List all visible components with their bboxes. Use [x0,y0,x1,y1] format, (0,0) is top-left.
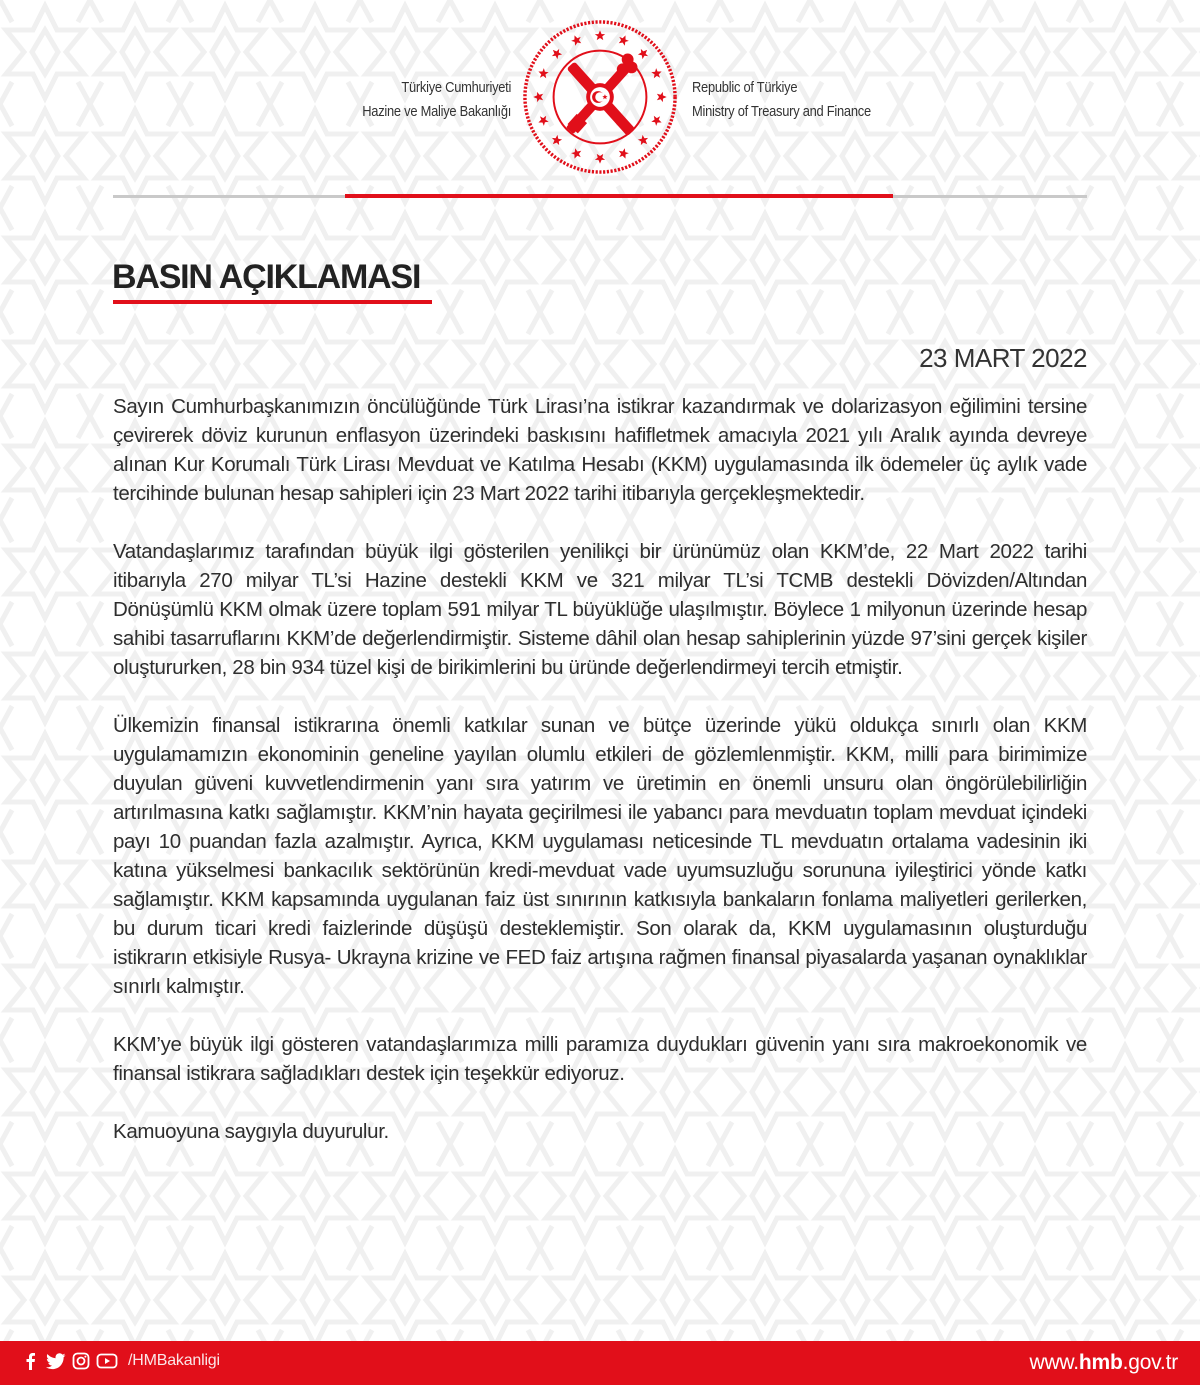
website-suffix: .gov.tr [1122,1351,1178,1374]
document-body [113,392,1087,1146]
header-right-line-2: Ministry of Treasury and Finance [692,103,871,120]
header-right-line-1: Republic of Türkiye [692,79,798,96]
header-left-line-2: Hazine ve Maliye Bakanlığı [362,103,511,120]
footer-bar [0,1341,1200,1385]
header-left-line-1: Türkiye Cumhuriyeti [401,79,511,96]
paragraph-1: Sayın Cumhurbaşkanımızın öncülüğünde Türk Lirası’na istikrar kazandırmak ve dolarizasyon eğilimini tersine çevirerek döviz kurunun enflasyon üzerindeki baskısını hafifletmek amacıyla 2021 yılı Aralık ayında devreye alınan Kur Korumalı Türk Lirası Mevduat ve Katılma Hesabı (KKM) uygulamasında ilk ödemeler üç aylık vade tercihinde bulunan hesap sahipleri için 23 Mart 2022 tarihi itibarıyla gerçekleşmektedir. [113,395,1087,505]
document-title: BASIN AÇIKLAMASI [112,258,421,296]
website-domain: hmb [1078,1351,1123,1374]
document-date: 23 MART 2022 [919,343,1087,373]
instagram-icon[interactable] [72,1352,90,1370]
closing-statement: Kamuoyuna saygıyla duyurulur. [113,1120,389,1143]
facebook-icon[interactable] [22,1352,40,1370]
ministry-name-english [692,76,871,124]
ministry-name-turkish [362,76,511,124]
social-links [22,1352,220,1370]
twitter-icon[interactable] [46,1352,66,1370]
ministry-emblem-icon [521,18,679,176]
title-underline [113,300,432,304]
website-prefix: www. [1029,1351,1079,1374]
paragraph-4: KKM’ye büyük ilgi gösteren vatandaşlarımıza milli paramıza duydukları güvenin yanı sıra makroekonomik ve finansal istikrara sağladıkları destek için teşekkür ediyoruz. [113,1033,1087,1085]
header-divider-accent [345,194,893,198]
paragraph-3: Ülkemizin finansal istikrarına önemli katkılar sunan ve bütçe üzerinde yükü oldukça sınırlı olan KKM uygulamamızın ekonominin geneline yayılan olumlu etkileri de gözlemlenmiştir. KKM, milli para birimimize duyulan güveni kuvvetlendirmenin yanı sıra yatırım ve üretimin en önemli unsuru olan öngörülebilirliğin artırılmasına katkı sağlamıştır. KKM’nin hayata geçirilmesi ile yabancı para mevduatın toplam mevduat içindeki payı 10 puandan fazla azalmıştır. Ayrıca, KKM uygulaması neticesinde TL mevduatın ortalama vadesinin iki katına yükselmesi bankacılık sektörünün kredi-mevduat vade uyumsuzluğu sorununa iyileştirici yönde katkı sağlamıştır. KKM kapsamında uygulanan faiz üst sınırının katkısıyla bankaların fonlama maliyetleri gerilerken, bu durum ticari kredi faizlerinde düşüşü desteklemiştir. Son olarak da, KKM uygulamasının oluşturduğu istikrarın etkisiyle Rusya- Ukrayna krizine ve FED faiz artışına rağmen finansal piyasalarda yaşanan oynaklıklar sınırlı kalmıştır. [113,714,1087,998]
website-link[interactable] [1029,1351,1178,1375]
paragraph-2: Vatandaşlarımız tarafından büyük ilgi gösterilen yenilikçi bir ürünümüz olan KKM’de, 22 Mart 2022 tarihi itibarıyla 270 milyar TL’si Hazine destekli KKM ve 321 milyar TL’si TCMB destekli Dövizden/Altından Dönüşümlü KKM olmak üzere toplam 591 milyar TL büyüklüğe ulaşılmıştır. Böylece 1 milyonun üzerinde hesap sahibi tasarruflarını KKM’de değerlendirmiştir. Sisteme dâhil olan hesap sahiplerinin yüzde 97’sini gerçek kişiler oluştururken, 28 bin 934 tüzel kişi de birikimlerini bu üründe değerlendirmeyi tercih etmiştir. [113,540,1087,679]
social-handle[interactable]: /HMBakanligi [128,1352,220,1369]
youtube-icon[interactable] [96,1352,118,1370]
